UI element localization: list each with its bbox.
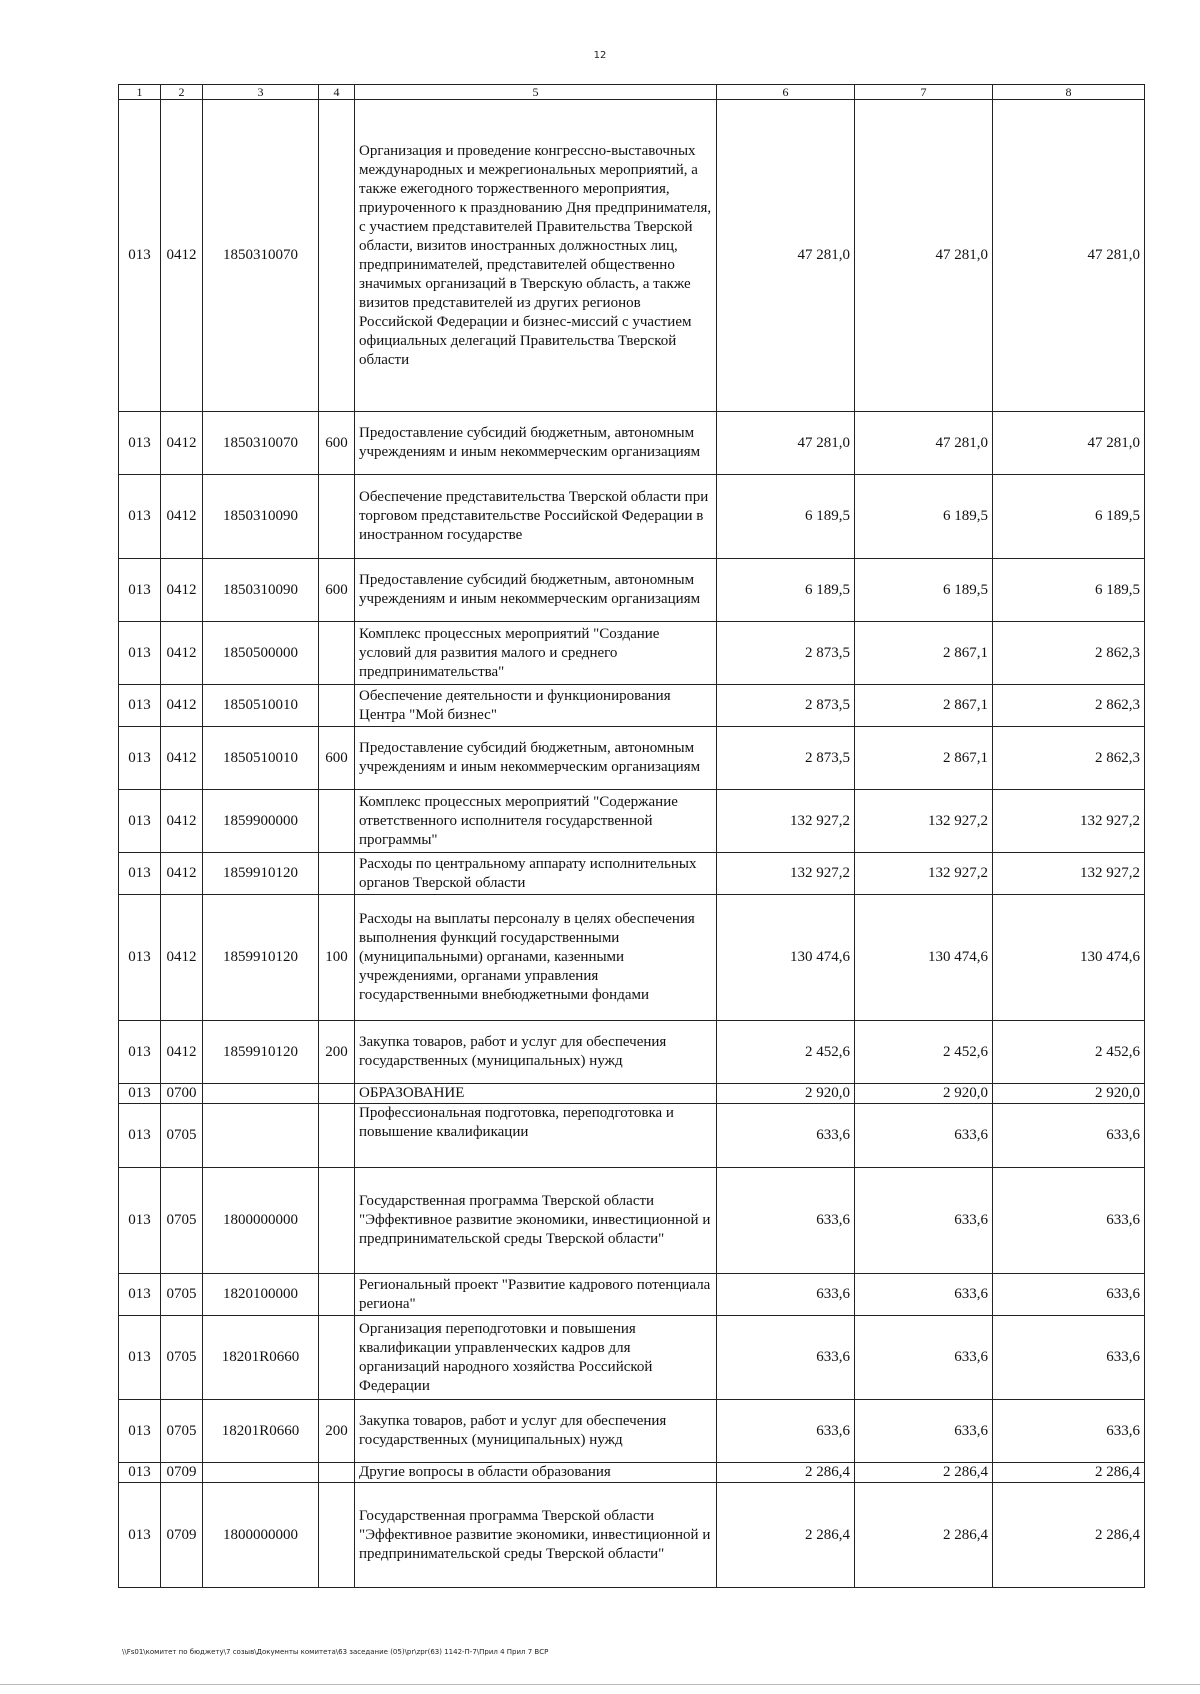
table-row xyxy=(119,1104,1145,1168)
amount-col-6: 633,6 xyxy=(717,1400,855,1463)
amount-col-8: 47 281,0 xyxy=(993,100,1145,412)
section-code: 0705 xyxy=(161,1104,203,1168)
amount-col-6: 132 927,2 xyxy=(717,790,855,853)
amount-col-6: 2 920,0 xyxy=(717,1084,855,1104)
item-name: Предоставление субсидий бюджетным, автономным учреждениям и иным некоммерческим организациям xyxy=(355,559,717,622)
item-name: Профессиональная подготовка, переподготовка и повышение квалификации xyxy=(355,1104,717,1168)
target-article-code xyxy=(203,1463,319,1483)
amount-col-7: 2 920,0 xyxy=(855,1084,993,1104)
ministry-code: 013 xyxy=(119,412,161,475)
item-name: ОБРАЗОВАНИЕ xyxy=(355,1084,717,1104)
expense-type-code: 100 xyxy=(319,895,355,1021)
amount-col-8: 132 927,2 xyxy=(993,853,1145,895)
amount-col-7: 633,6 xyxy=(855,1316,993,1400)
amount-col-6: 2 286,4 xyxy=(717,1483,855,1588)
amount-col-6: 633,6 xyxy=(717,1316,855,1400)
col-header-4: 4 xyxy=(319,85,355,100)
amount-col-6: 2 873,5 xyxy=(717,727,855,790)
target-article-code: 1859910120 xyxy=(203,1021,319,1084)
ministry-code: 013 xyxy=(119,1021,161,1084)
section-code: 0412 xyxy=(161,100,203,412)
amount-col-7: 633,6 xyxy=(855,1274,993,1316)
amount-col-6: 47 281,0 xyxy=(717,412,855,475)
target-article-code xyxy=(203,1084,319,1104)
target-article-code: 18201R0660 xyxy=(203,1316,319,1400)
ministry-code: 013 xyxy=(119,1463,161,1483)
amount-col-8: 2 286,4 xyxy=(993,1463,1145,1483)
section-code: 0709 xyxy=(161,1463,203,1483)
expense-type-code xyxy=(319,1483,355,1588)
target-article-code xyxy=(203,1104,319,1168)
item-name: Предоставление субсидий бюджетным, автономным учреждениям и иным некоммерческим организациям xyxy=(355,412,717,475)
table-row xyxy=(119,727,1145,790)
target-article-code: 1850510010 xyxy=(203,727,319,790)
section-code: 0412 xyxy=(161,727,203,790)
table-row xyxy=(119,1168,1145,1274)
table-row xyxy=(119,790,1145,853)
section-code: 0705 xyxy=(161,1316,203,1400)
expense-type-code xyxy=(319,685,355,727)
table-row xyxy=(119,895,1145,1021)
item-name: Другие вопросы в области образования xyxy=(355,1463,717,1483)
amount-col-7: 6 189,5 xyxy=(855,475,993,559)
amount-col-8: 2 286,4 xyxy=(993,1483,1145,1588)
amount-col-6: 6 189,5 xyxy=(717,559,855,622)
expense-type-code xyxy=(319,1104,355,1168)
amount-col-7: 2 286,4 xyxy=(855,1483,993,1588)
col-header-2: 2 xyxy=(161,85,203,100)
table-row xyxy=(119,1463,1145,1483)
ministry-code: 013 xyxy=(119,475,161,559)
column-number-row xyxy=(119,85,1145,100)
ministry-code: 013 xyxy=(119,1400,161,1463)
section-code: 0700 xyxy=(161,1084,203,1104)
expense-type-code: 200 xyxy=(319,1400,355,1463)
amount-col-8: 2 452,6 xyxy=(993,1021,1145,1084)
amount-col-8: 6 189,5 xyxy=(993,559,1145,622)
section-code: 0412 xyxy=(161,475,203,559)
item-name: Организация переподготовки и повышения квалификации управленческих кадров для организаций народного хозяйства Российской Федерации xyxy=(355,1316,717,1400)
amount-col-7: 47 281,0 xyxy=(855,412,993,475)
target-article-code: 1859910120 xyxy=(203,895,319,1021)
amount-col-8: 2 862,3 xyxy=(993,622,1145,685)
amount-col-7: 47 281,0 xyxy=(855,100,993,412)
expense-type-code xyxy=(319,622,355,685)
budget-table xyxy=(118,84,1145,1588)
expense-type-code xyxy=(319,853,355,895)
section-code: 0412 xyxy=(161,853,203,895)
ministry-code: 013 xyxy=(119,1274,161,1316)
table-row xyxy=(119,1483,1145,1588)
target-article-code: 1850500000 xyxy=(203,622,319,685)
ministry-code: 013 xyxy=(119,1316,161,1400)
item-name: Комплекс процессных мероприятий "Создание условий для развития малого и среднего предпринимательства" xyxy=(355,622,717,685)
amount-col-6: 633,6 xyxy=(717,1168,855,1274)
table-row xyxy=(119,100,1145,412)
col-header-6: 6 xyxy=(717,85,855,100)
col-header-1: 1 xyxy=(119,85,161,100)
expense-type-code: 600 xyxy=(319,412,355,475)
bottom-rule xyxy=(0,1684,1200,1685)
item-name: Закупка товаров, работ и услуг для обеспечения государственных (муниципальных) нужд xyxy=(355,1021,717,1084)
ministry-code: 013 xyxy=(119,790,161,853)
expense-type-code: 600 xyxy=(319,559,355,622)
expense-type-code xyxy=(319,1316,355,1400)
footer-file-path: \\Fs01\комитет по бюджету\7 созыв\Документы комитета\63 заседание (05)\pr\zpr(63) 1142-П-7\Прил 4 Прил 7 ВСР xyxy=(122,1648,549,1656)
item-name: Организация и проведение конгрессно-выставочных международных и межрегиональных мероприятий, а также ежегодного торжественного мероприятия, приуроченного к празднованию Дня предпринимателя, с участием представителей Правительства Тверской области, визитов иностранных должностных лиц, предпринимателей, представителей общественно значимых организаций в Тверскую область, а также визитов представителей из других регионов Российской Федерации и бизнес-миссий с участием официальных делегаций Правительства Тверской области xyxy=(355,100,717,412)
amount-col-8: 633,6 xyxy=(993,1104,1145,1168)
ministry-code: 013 xyxy=(119,622,161,685)
expense-type-code: 200 xyxy=(319,1021,355,1084)
target-article-code: 18201R0660 xyxy=(203,1400,319,1463)
ministry-code: 013 xyxy=(119,727,161,790)
section-code: 0412 xyxy=(161,790,203,853)
section-code: 0412 xyxy=(161,622,203,685)
amount-col-7: 132 927,2 xyxy=(855,853,993,895)
target-article-code: 1800000000 xyxy=(203,1168,319,1274)
expense-type-code xyxy=(319,790,355,853)
amount-col-8: 633,6 xyxy=(993,1168,1145,1274)
expense-type-code xyxy=(319,1463,355,1483)
section-code: 0412 xyxy=(161,412,203,475)
item-name: Предоставление субсидий бюджетным, автономным учреждениям и иным некоммерческим организациям xyxy=(355,727,717,790)
table-row xyxy=(119,853,1145,895)
page-number: 12 xyxy=(593,50,607,61)
amount-col-8: 2 862,3 xyxy=(993,727,1145,790)
amount-col-6: 2 286,4 xyxy=(717,1463,855,1483)
target-article-code: 1800000000 xyxy=(203,1483,319,1588)
amount-col-6: 47 281,0 xyxy=(717,100,855,412)
ministry-code: 013 xyxy=(119,1104,161,1168)
amount-col-8: 6 189,5 xyxy=(993,475,1145,559)
section-code: 0412 xyxy=(161,685,203,727)
target-article-code: 1850310070 xyxy=(203,100,319,412)
target-article-code: 1850310070 xyxy=(203,412,319,475)
amount-col-6: 2 873,5 xyxy=(717,622,855,685)
col-header-5: 5 xyxy=(355,85,717,100)
item-name: Обеспечение деятельности и функционирования Центра "Мой бизнес" xyxy=(355,685,717,727)
amount-col-7: 2 867,1 xyxy=(855,727,993,790)
ministry-code: 013 xyxy=(119,1483,161,1588)
item-name: Государственная программа Тверской области "Эффективное развитие экономики, инвестиционной и предпринимательской среды Тверской области" xyxy=(355,1168,717,1274)
target-article-code: 1859900000 xyxy=(203,790,319,853)
amount-col-8: 2 862,3 xyxy=(993,685,1145,727)
table-row xyxy=(119,559,1145,622)
expense-type-code xyxy=(319,1274,355,1316)
ministry-code: 013 xyxy=(119,1168,161,1274)
table-row xyxy=(119,1021,1145,1084)
col-header-8: 8 xyxy=(993,85,1145,100)
target-article-code: 1859910120 xyxy=(203,853,319,895)
table-row xyxy=(119,685,1145,727)
table-row xyxy=(119,622,1145,685)
item-name: Расходы на выплаты персоналу в целях обеспечения выполнения функций государственными (муниципальными) органами, казенными учреждениями, органами управления государственными внебюджетными фондами xyxy=(355,895,717,1021)
expense-type-code xyxy=(319,475,355,559)
amount-col-8: 633,6 xyxy=(993,1400,1145,1463)
table-row xyxy=(119,1084,1145,1104)
target-article-code: 1820100000 xyxy=(203,1274,319,1316)
table-row xyxy=(119,1400,1145,1463)
expense-type-code xyxy=(319,1084,355,1104)
table-row xyxy=(119,1316,1145,1400)
section-code: 0705 xyxy=(161,1274,203,1316)
col-header-3: 3 xyxy=(203,85,319,100)
section-code: 0412 xyxy=(161,1021,203,1084)
expense-type-code: 600 xyxy=(319,727,355,790)
section-code: 0705 xyxy=(161,1400,203,1463)
amount-col-6: 132 927,2 xyxy=(717,853,855,895)
amount-col-6: 6 189,5 xyxy=(717,475,855,559)
item-name: Государственная программа Тверской области "Эффективное развитие экономики, инвестиционной и предпринимательской среды Тверской области" xyxy=(355,1483,717,1588)
item-name: Расходы по центральному аппарату исполнительных органов Тверской области xyxy=(355,853,717,895)
amount-col-8: 633,6 xyxy=(993,1316,1145,1400)
item-name: Региональный проект "Развитие кадрового потенциала региона" xyxy=(355,1274,717,1316)
col-header-7: 7 xyxy=(855,85,993,100)
amount-col-7: 2 286,4 xyxy=(855,1463,993,1483)
amount-col-8: 633,6 xyxy=(993,1274,1145,1316)
amount-col-7: 2 452,6 xyxy=(855,1021,993,1084)
amount-col-6: 130 474,6 xyxy=(717,895,855,1021)
section-code: 0705 xyxy=(161,1168,203,1274)
target-article-code: 1850310090 xyxy=(203,559,319,622)
item-name: Комплекс процессных мероприятий "Содержание ответственного исполнителя государственной программы" xyxy=(355,790,717,853)
table-row xyxy=(119,1274,1145,1316)
amount-col-7: 2 867,1 xyxy=(855,685,993,727)
target-article-code: 1850310090 xyxy=(203,475,319,559)
item-name: Обеспечение представительства Тверской области при торговом представительстве Российской Федерации в иностранном государстве xyxy=(355,475,717,559)
amount-col-8: 130 474,6 xyxy=(993,895,1145,1021)
expense-type-code xyxy=(319,1168,355,1274)
amount-col-7: 2 867,1 xyxy=(855,622,993,685)
amount-col-6: 633,6 xyxy=(717,1104,855,1168)
ministry-code: 013 xyxy=(119,100,161,412)
table-row xyxy=(119,412,1145,475)
table-row xyxy=(119,475,1145,559)
amount-col-7: 6 189,5 xyxy=(855,559,993,622)
amount-col-8: 132 927,2 xyxy=(993,790,1145,853)
section-code: 0412 xyxy=(161,895,203,1021)
ministry-code: 013 xyxy=(119,685,161,727)
amount-col-7: 633,6 xyxy=(855,1104,993,1168)
ministry-code: 013 xyxy=(119,559,161,622)
section-code: 0709 xyxy=(161,1483,203,1588)
amount-col-7: 633,6 xyxy=(855,1400,993,1463)
expense-type-code xyxy=(319,100,355,412)
target-article-code: 1850510010 xyxy=(203,685,319,727)
amount-col-6: 2 452,6 xyxy=(717,1021,855,1084)
amount-col-8: 2 920,0 xyxy=(993,1084,1145,1104)
amount-col-7: 132 927,2 xyxy=(855,790,993,853)
amount-col-7: 130 474,6 xyxy=(855,895,993,1021)
amount-col-8: 47 281,0 xyxy=(993,412,1145,475)
ministry-code: 013 xyxy=(119,1084,161,1104)
ministry-code: 013 xyxy=(119,853,161,895)
amount-col-6: 2 873,5 xyxy=(717,685,855,727)
item-name: Закупка товаров, работ и услуг для обеспечения государственных (муниципальных) нужд xyxy=(355,1400,717,1463)
section-code: 0412 xyxy=(161,559,203,622)
amount-col-6: 633,6 xyxy=(717,1274,855,1316)
amount-col-7: 633,6 xyxy=(855,1168,993,1274)
ministry-code: 013 xyxy=(119,895,161,1021)
